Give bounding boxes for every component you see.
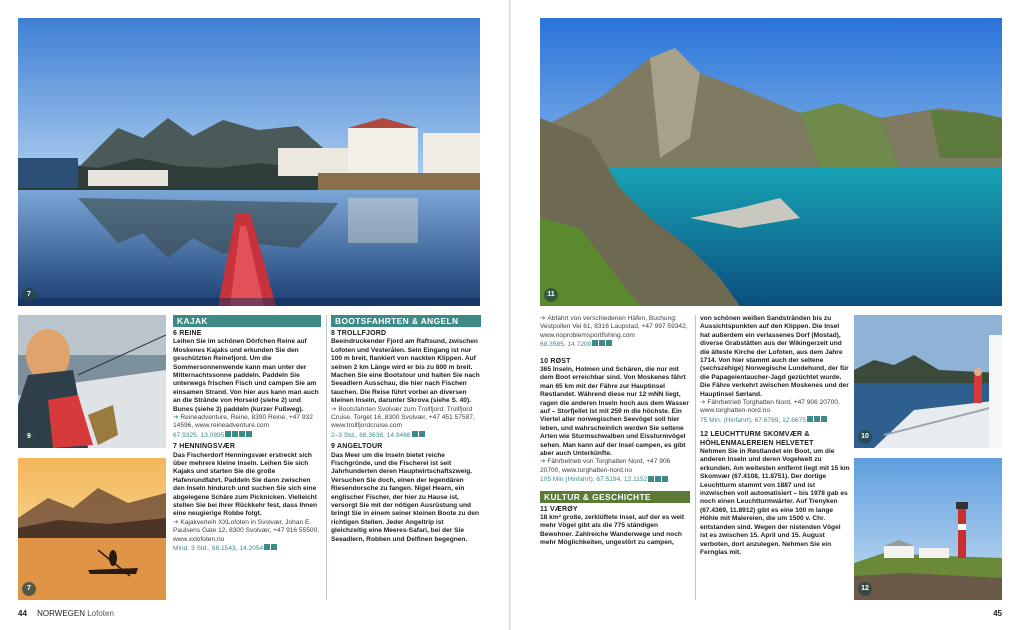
- entry-info-angeltour: [540, 315, 690, 340]
- photo-skomvaer-lighthouse: [854, 458, 1002, 600]
- entry-coords-henningsvaer: [173, 544, 321, 553]
- photo-number: 7: [22, 288, 36, 302]
- lighthouse-image: [854, 458, 1002, 600]
- activity-icons: [647, 475, 668, 483]
- entry-body-reine: Leihen Sie im schönen Dörfchen Reine auf Moskenes Kajaks und erkunden Sie den geschützten Reinefjord. Um die Sommersonnenwende kann man unter der Mitternachtssonne paddeln. Paddeln Sie unterwegs frischen Fisch und campen Sie am einsamen Strand. Von hier aus kann man auch an die Strände von Horseid (siehe 2) und Bunes (siehe 3) paddeln (kurzer Fußweg).: [173, 338, 319, 413]
- photo-number: 12: [858, 582, 872, 596]
- arrow-icon: ➔: [700, 399, 708, 407]
- photo-vaeroy: [540, 18, 1002, 306]
- coords-text: 105 Min (Hinfahrt), 67.5194, 12.1152: [540, 476, 648, 484]
- arrow-icon: ➔: [173, 518, 181, 526]
- entry-body-vaeroy: 18 km² große, zerklüftete Insel, auf der es weit mehr Vögel gibt als die 775 ständigen Bewohner. Zahlreiche Wanderwege und noch mehr Möglichkeiten, ungestört zu campen,: [540, 514, 685, 547]
- right-page: [511, 0, 1020, 630]
- arrow-icon: ➔: [331, 405, 339, 413]
- photo-henningsvaer: [18, 458, 166, 600]
- section-header-kajak: KAJAK: [173, 315, 321, 327]
- sunset-kayak-image: [18, 458, 166, 600]
- entry-body-trollfjord: Beeindruckender Fjord am Raftsund, zwischen Lofoten und Vesterålen. Sein Eingang ist nur 100 m breit, flankiert von nackten Klippen. Auf seinen 2 km Länge wird er bis zu 800 m breit. Machen Sie eine Bootstour und halten Sie nach Seeadlern Ausschau, die hier nach Fischen tauchen. Die Reise führt vorbei an diversen kleinen Inseln, darunter Skrova (siehe S. 40).: [331, 338, 480, 405]
- column-right-2: [700, 315, 850, 605]
- activity-icons: [806, 416, 827, 424]
- coords-text: 75 Min. (Hinfahrt), 67.6769, 12.6675: [700, 416, 806, 424]
- reine-kayak-image: [18, 18, 480, 306]
- arrow-icon: ➔: [540, 315, 548, 322]
- fisherwoman-image: [18, 315, 166, 448]
- photo-number: 11: [544, 288, 558, 302]
- entry-body-roest: 365 Inseln, Holmen und Schären, die nur mit dem Boot erreichbar sind. Von Moskenes fährt man 65 km mit der Fähre zur Hauptinsel Røstlandet. Während diese nur 12 mNN liegt, ragen die anderen Inseln hoch aus dem Wasser auf – Storfjellet ist mit 259 m die höchste. Ein Viertel aller norwegischen Seevögel soll hier leben, und wahrscheinlich werden Sie seltene Arten wie Sturmschwalben und Eissturmvögel sehen. Man kann auf der Insel campen, es gibt aber auch Unterkünfte.: [540, 365, 689, 458]
- info-text: Fährbetrieb Torghatten Nord, +47 906 20700, www.torghatten-nord.no: [700, 399, 840, 415]
- entry-coords-angeltour: [540, 340, 690, 349]
- column-kajak: [173, 315, 321, 605]
- photo-number: 10: [858, 430, 872, 444]
- info-text: Abfahrt von verschiedenen Häfen, Buchung: Vestpollen Vei 61, 8316 Laupstad, +47 997 59342, www.noproblemsportfishing.com: [540, 315, 688, 339]
- photo-number: 7: [22, 582, 36, 596]
- coords-text: 2–3 Std., 68.3638, 14.9466: [331, 431, 411, 439]
- ferry-image: [854, 315, 1002, 448]
- footer-left: [18, 609, 114, 618]
- footer-region: Lofoten: [87, 609, 114, 618]
- coords-text: 68.3585, 14.7200: [540, 341, 592, 349]
- column-right-1: [540, 315, 690, 605]
- column-bootsfahrten: [331, 315, 481, 605]
- photo-angeltour: [18, 315, 166, 448]
- entry-title-angeltour: 9 ANGELTOUR: [331, 443, 383, 451]
- entry-body-angeltour: Das Meer um die Inseln bietet reiche Fischgründe, und die Fischerei ist seit Jahrhunderten deren Hauptwirtschaftszweig. Versuchen Sie doch, einen der legendären Riesendorsche zu fangen. Nigel Hearn, ein englischer Fischer, der hier zu Hause ist, versorgt Sie mit der nötigen Ausrüstung und bringt Sie in einem seiner kleinen Boote zu den richtigen Stellen. Jeder Angeltrip ist gleichzeitig eine Meeres-Safari, bei der Sie Seeadlern, Robben und Delfinen begegnen.: [331, 451, 480, 543]
- entry-body-vaeroy-cont: von schönen weißen Sandstränden bis zu Aussichtspunkten auf den Klippen. Die Insel hat außerdem ein verlassenes Dorf (Mostad), diverse Grabstätten aus der Wikingerzeit und die älteste Kirche der Lofoten, aus dem Jahre 1714. Von hier stammt auch der seltene (sechszehige) Norwegische Lundehund, der für die Papageientaucher-Jagd gezüchtet wurde. Die Fähre verkehrt zwischen Moskenes und der Hauptinsel Sørland.: [700, 315, 849, 398]
- photo-reine-kayak: [18, 18, 480, 306]
- entry-info-roest: [540, 458, 690, 475]
- activity-icons: [224, 431, 252, 439]
- entry-body-henningsvaer: Das Fischerdorf Henningsvær erstreckt sich über mehrere kleine Inseln. Leihen Sie sich Kajaks und starten Sie die große Hafenrundfahrt. Paddeln Sie dann zwischen den Inseln hindurch und suchen Sie sich eine abgelegene Schäre zum Picknicken. Vielleicht stellen Sie bei Ihrer Rückkehr fest, dass Ihnen eine neugierige Robbe folgt.: [173, 451, 318, 518]
- entry-info-henningsvaer: [173, 519, 321, 544]
- entry-info-reine: [173, 414, 321, 431]
- info-text: Bootsfahrten Svolvær zum Trollfjord: Trollfjord Cruise, Torget 16, 8300 Svolvær, +47 451 57587, www.trollfjordcruise.com: [331, 405, 475, 430]
- entry-info-vaeroy: [700, 399, 850, 416]
- entry-info-trollfjord: [331, 406, 481, 431]
- entry-coords-reine: [173, 431, 321, 440]
- entry-title-henningsvaer: 7 HENNINGSVÆR: [173, 443, 236, 451]
- page-number-left: 44: [18, 609, 27, 618]
- footer-right: [993, 609, 1002, 618]
- entry-coords-roest: [540, 475, 690, 484]
- arrow-icon: ➔: [173, 414, 181, 422]
- section-header-kultur: KULTUR & GESCHICHTE: [540, 491, 690, 503]
- column-divider: [326, 315, 327, 600]
- info-text: Kajakverleih XXLofoten in Svolvær, Johan E. Paulsens Gate 12, 8300 Svolvær, +47 916 55500, www.xxlofoten.no: [173, 518, 320, 543]
- footer-country: NORWEGEN: [37, 609, 85, 618]
- activity-icons: [411, 431, 425, 439]
- activity-icons: [591, 340, 612, 348]
- page-number-right: 45: [993, 609, 1002, 618]
- entry-coords-vaeroy: [700, 416, 850, 425]
- photo-number: 9: [22, 430, 36, 444]
- left-page: [0, 0, 509, 630]
- arrow-icon: ➔: [540, 458, 548, 466]
- coords-text: 67.9325, 13.0895: [173, 431, 225, 439]
- photo-roest-ferry: [854, 315, 1002, 448]
- entry-title-vaeroy: 11 VÆRØY: [540, 505, 578, 513]
- entry-title-skomvaer: 12 LEUCHTTURM SKOMVÆR & HÖHLENMALEREIEN HELVETET: [700, 431, 814, 447]
- entry-title-trollfjord: 8 TROLLFJORD: [331, 330, 387, 337]
- activity-icons: [263, 544, 277, 552]
- info-text: Fährbetrieb von Torghatten Nord, +47 906 20700, www.torghatten-nord.no: [540, 458, 671, 474]
- column-divider: [695, 315, 696, 600]
- vaeroy-cliffs-image: [540, 18, 1002, 306]
- section-header-bootsfahrten: BOOTSFAHRTEN & ANGELN: [331, 315, 481, 327]
- info-text: Reineadventure, Reine, 8390 Reine, +47 932 14596, www.reineadventure.com: [173, 414, 313, 430]
- entry-coords-trollfjord: [331, 431, 481, 440]
- entry-body-skomvaer: Nehmen Sie in Røstlandet ein Boot, um die anderen Inseln und deren Vogelwelt zu erkunden. Am weitesten entfernt liegt mit 15 km Skomvær (67.4108, 11.8751). Der dortige Leuchtturm stammt von 1887 und ist inzwischen voll automatisiert – bis 1978 gab es noch einen Leuchtturmwärter. Auf Trenyken (67.4369, 11.8912) gibt es eine 100 m lange Höhle mit Malereien, die um 1500 v. Chr. entstanden sind. Wegen der nistenden Vögel ist es zwischen 15. April und 15. August verboten, dort anzulegen. Nehmen Sie ein Fernglas mit.: [700, 448, 850, 556]
- entry-title-reine: 6 REINE: [173, 330, 202, 337]
- entry-title-roest: 10 RØST: [540, 357, 571, 365]
- coords-text: Mind. 3 Std., 68.1543, 14.2054: [173, 545, 264, 553]
